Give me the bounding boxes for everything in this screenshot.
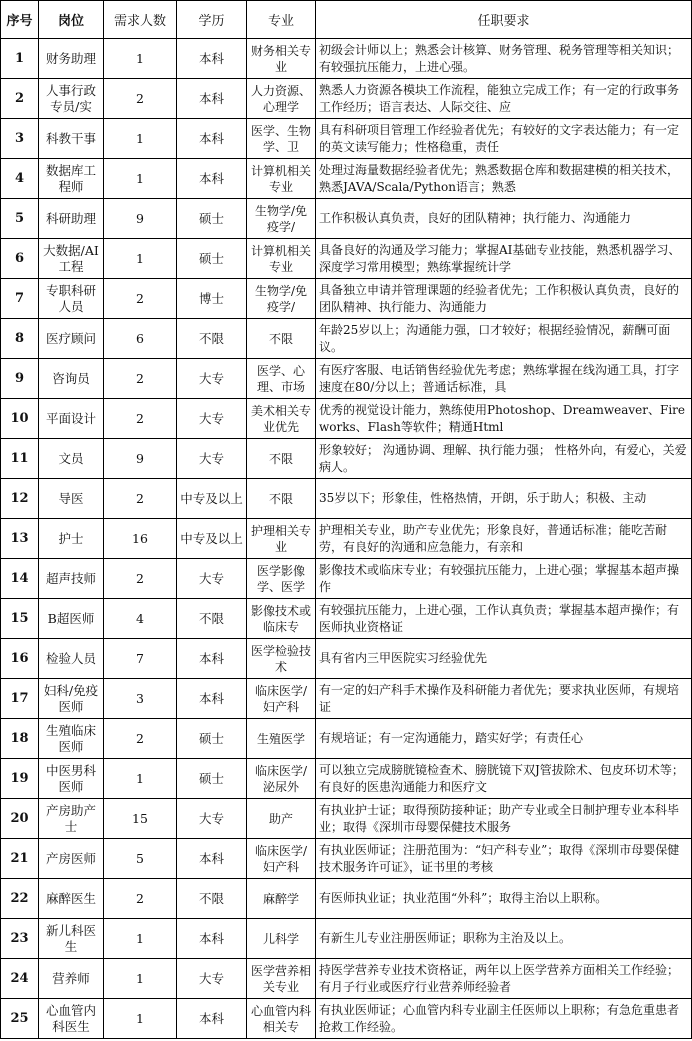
header-education: 学历 [177,1,247,39]
requirements-cell [316,839,692,879]
major-cell-text: 生殖医学 [256,731,305,746]
major-cell [247,559,316,599]
table-row [1,999,692,1039]
requirements-cell [316,959,692,999]
education-cell [177,879,247,919]
row-index: 4 [1,159,39,199]
count-cell: 1 [104,159,177,199]
education-cell [177,759,247,799]
count-cell: 2 [104,559,177,599]
position-cell [39,479,104,519]
position-cell [39,719,104,759]
position-cell-text: 文员 [58,450,84,466]
table-row [1,399,692,439]
table-row [1,679,692,719]
position-cell [39,239,104,279]
major-cell [247,839,316,879]
requirements-cell [316,679,692,719]
position-cell-text: 人事行政专员/实 [45,82,96,114]
major-cell-text: 不限 [268,451,293,466]
education-cell [177,279,247,319]
position-cell-text: 专职科研人员 [45,282,96,314]
major-cell [247,919,316,959]
row-index: 6 [1,239,39,279]
education-cell-text: 中专及以上 [180,530,243,546]
major-cell-text: 医学影像学、医学 [256,563,305,594]
header-major: 专业 [247,1,316,39]
requirements-cell [316,119,692,159]
requirements-cell [316,79,692,119]
requirements-cell [316,799,692,839]
position-cell-text: 平面设计 [45,410,96,426]
table-row [1,959,692,999]
position-cell [39,799,104,839]
position-cell [39,199,104,239]
position-cell-text: 妇科/免疫医师 [43,682,99,714]
header-position: 岗位 [39,1,104,39]
table-row [1,279,692,319]
major-cell [247,759,316,799]
count-cell: 1 [104,999,177,1039]
position-cell-text: 新儿科医生 [45,922,96,954]
position-cell [39,599,104,639]
count-cell: 2 [104,879,177,919]
education-cell [177,119,247,159]
position-cell [39,999,104,1039]
table-row [1,759,692,799]
education-cell [177,799,247,839]
education-cell [177,999,247,1039]
major-cell [247,959,316,999]
position-cell [39,439,104,479]
table-row [1,439,692,479]
requirements-cell-text: 可以独立完成膀胱镜检查术、膀胱镜下双J管拔除术、包皮环切术等；有良好的医患沟通能力和医疗文 [319,762,684,794]
position-cell [39,399,104,439]
position-cell-text: 科教干事 [45,130,96,146]
position-cell-text: 导医 [58,490,84,506]
major-cell [247,359,316,399]
education-cell-text: 本科 [198,930,224,946]
major-cell [247,319,316,359]
count-cell: 2 [104,719,177,759]
major-cell-text: 财务相关专业 [250,43,311,74]
position-cell [39,959,104,999]
position-cell [39,319,104,359]
count-cell: 1 [104,919,177,959]
requirements-cell-text: 有执业护士证；取得预防接种证；助产专业或全日制护理专业本科毕业；取得《深圳市母婴保健技术服务 [319,802,680,834]
table-row [1,839,692,879]
major-cell-text: 护理相关专业 [250,523,311,554]
count-cell: 3 [104,679,177,719]
row-index: 23 [1,919,39,959]
education-cell [177,679,247,719]
row-index: 25 [1,999,39,1039]
major-cell [247,599,316,639]
position-cell [39,839,104,879]
position-cell-text: 生殖临床医师 [45,722,96,754]
requirements-cell [316,439,692,479]
requirements-cell-text: 具备良好的沟通及学习能力；掌握AI基础专业技能，熟悉机器学习、深度学习常用模型；熟练掌握统计学 [319,242,681,274]
requirements-cell-text: 熟悉人力资源各模块工作流程，能独立完成工作；有一定的行政事务工作经历；语言表达、人际交往、应 [319,82,680,114]
requirements-cell [316,479,692,519]
education-cell-text: 大专 [198,370,224,386]
education-cell-text: 不限 [198,610,224,626]
header-row [1,1,692,39]
major-cell-text: 医学检验技术 [250,643,311,674]
position-cell [39,119,104,159]
requirements-cell [316,199,692,239]
requirements-cell-text: 优秀的视觉设计能力，熟练使用Photoshop、Dreamweaver、Fireworks、Flash等软件；精通Html [319,402,686,434]
header-count: 需求人数 [104,1,177,39]
count-cell: 2 [104,359,177,399]
requirements-cell-text: 有一定的妇产科手术操作及科研能力者优先；要求执业医师，有规培证 [319,682,680,714]
education-cell-text: 大专 [198,810,224,826]
row-index: 7 [1,279,39,319]
row-index: 18 [1,719,39,759]
major-cell [247,999,316,1039]
row-index: 15 [1,599,39,639]
count-cell: 9 [104,199,177,239]
position-cell-text: 科研助理 [45,210,96,226]
major-cell-text: 临床医学/妇产科 [254,683,308,714]
count-cell: 2 [104,399,177,439]
education-cell-text: 大专 [198,450,224,466]
requirements-cell [316,559,692,599]
position-cell [39,39,104,79]
position-cell [39,359,104,399]
major-cell-text: 影像技术或临床专 [250,603,311,634]
table-row [1,359,692,399]
count-cell: 1 [104,959,177,999]
row-index: 21 [1,839,39,879]
position-cell [39,879,104,919]
row-index: 24 [1,959,39,999]
requirements-cell-text: 有医疗客服、电话销售经验优先考虑；熟练掌握在线沟通工具，打字速度在80/分以上；普通话标准，具 [319,362,680,394]
education-cell [177,319,247,359]
count-cell: 1 [104,759,177,799]
position-cell-text: 心血管内科医生 [45,1002,96,1034]
education-cell-text: 硕士 [198,210,224,226]
requirements-cell-text: 护理相关专业，助产专业优先；形象良好，普通话标准；能吃苦耐劳，有良好的沟通和应急能力，有亲和 [319,522,668,554]
requirements-cell [316,719,692,759]
position-cell [39,519,104,559]
major-cell [247,519,316,559]
position-cell [39,639,104,679]
table-row [1,159,692,199]
major-cell [247,119,316,159]
education-cell-text: 博士 [198,290,224,306]
requirements-cell-text: 形象较好； 沟通协调、理解、执行能力强； 性格外向，有爱心，关爱病人。 [319,442,687,474]
requirements-cell-text: 初级会计师以上；熟悉会计核算、财务管理、税务管理等相关知识；有较强抗压能力，上进心强。 [319,42,680,74]
position-cell [39,919,104,959]
table-row [1,519,692,559]
education-cell [177,159,247,199]
education-cell-text: 大专 [198,970,224,986]
requirements-cell-text: 35岁以下；形象佳，性格热情，开朗，乐于助人；积极、主动 [319,491,647,505]
position-cell [39,759,104,799]
major-cell-text: 不限 [268,331,293,346]
position-cell-text: 中医男科医师 [45,762,96,794]
education-cell [177,519,247,559]
requirements-cell [316,599,692,639]
education-cell-text: 硕士 [198,770,224,786]
row-index: 11 [1,439,39,479]
major-cell [247,199,316,239]
requirements-cell-text: 有新生儿专业注册医师证；职称为主治及以上。 [319,931,572,945]
position-cell-text: 产房助产士 [45,802,96,834]
requirements-cell [316,279,692,319]
requirements-cell [316,919,692,959]
table-row [1,79,692,119]
count-cell: 15 [104,799,177,839]
count-cell: 9 [104,439,177,479]
education-cell-text: 本科 [198,1010,224,1026]
education-cell-text: 大专 [198,570,224,586]
position-cell-text: 营养师 [52,970,90,986]
major-cell-text: 人力资源、心理学 [250,83,311,114]
education-cell [177,479,247,519]
education-cell-text: 中专及以上 [180,490,243,506]
education-cell-text: 大专 [198,410,224,426]
education-cell [177,559,247,599]
row-index: 10 [1,399,39,439]
position-cell-text: 咨询员 [52,370,90,386]
major-cell [247,679,316,719]
requirements-cell [316,639,692,679]
major-cell-text: 助产 [268,811,293,826]
requirements-cell-text: 有较强抗压能力，上进心强，工作认真负责；掌握基本超声操作；有医师执业资格证 [319,602,680,634]
major-cell-text: 生物学/免疫学/ [254,283,308,314]
row-index: 17 [1,679,39,719]
major-cell [247,719,316,759]
education-cell [177,639,247,679]
requirements-cell-text: 年龄25岁以上；沟通能力强，口才较好；根据经验情况，薪酬可面议。 [319,322,671,354]
table-row [1,199,692,239]
requirements-cell [316,519,692,559]
major-cell [247,879,316,919]
education-cell-text: 本科 [198,850,224,866]
table-row [1,119,692,159]
position-cell-text: 财务助理 [45,50,96,66]
position-cell-text: 护士 [58,530,84,546]
position-cell [39,559,104,599]
requirements-cell [316,39,692,79]
table-row [1,39,692,79]
education-cell-text: 不限 [198,890,224,906]
requirements-cell [316,879,692,919]
education-cell [177,439,247,479]
count-cell: 6 [104,319,177,359]
position-cell-text: 超声技师 [45,570,96,586]
major-cell-text: 临床医学/妇产科 [254,843,308,874]
position-cell-text: 数据库工程师 [45,162,96,194]
row-index: 5 [1,199,39,239]
education-cell [177,599,247,639]
row-index: 12 [1,479,39,519]
education-cell [177,39,247,79]
position-cell-text: B超医师 [47,610,95,626]
education-cell [177,839,247,879]
requirements-cell-text: 持医学营养专业技术资格证，两年以上医学营养方面相关工作经验；有月子行业或医疗行业营养师经验者 [319,962,680,994]
requirements-cell-text: 工作积极认真负责，良好的团队精神；执行能力、沟通能力 [319,211,632,225]
major-cell-text: 心血管内科相关专 [250,1003,311,1034]
education-cell [177,79,247,119]
major-cell-text: 计算机相关专业 [250,163,311,194]
count-cell: 2 [104,279,177,319]
requirements-cell [316,759,692,799]
row-index: 9 [1,359,39,399]
requirements-cell-text: 具有省内三甲医院实习经验优先 [319,651,488,665]
row-index: 19 [1,759,39,799]
count-cell: 1 [104,119,177,159]
education-cell-text: 本科 [198,650,224,666]
major-cell-text: 生物学/免疫学/ [254,203,308,234]
table-row [1,479,692,519]
table-row [1,559,692,599]
education-cell-text: 硕士 [198,730,224,746]
count-cell: 5 [104,839,177,879]
position-cell-text: 大数据/AI工程 [43,242,99,274]
position-cell-text: 产房医师 [45,850,96,866]
header-index: 序号 [1,1,39,39]
table-row [1,799,692,839]
count-cell: 2 [104,479,177,519]
requirements-cell [316,239,692,279]
table-row [1,599,692,639]
table-row [1,879,692,919]
row-index: 3 [1,119,39,159]
row-index: 2 [1,79,39,119]
row-index: 1 [1,39,39,79]
position-cell [39,159,104,199]
education-cell-text: 本科 [198,690,224,706]
major-cell [247,39,316,79]
education-cell-text: 硕士 [198,250,224,266]
major-cell-text: 计算机相关专业 [250,243,311,274]
major-cell-text: 医学、心理、市场 [256,363,305,394]
education-cell-text: 本科 [198,170,224,186]
education-cell [177,399,247,439]
major-cell [247,159,316,199]
requirements-cell [316,399,692,439]
count-cell: 16 [104,519,177,559]
education-cell-text: 本科 [198,50,224,66]
education-cell-text: 本科 [198,130,224,146]
major-cell-text: 不限 [268,491,293,506]
position-cell-text: 检验人员 [45,650,96,666]
major-cell [247,279,316,319]
row-index: 20 [1,799,39,839]
requirements-cell-text: 有执业医师证；心血管内科专业副主任医师以上职称；有急危重患者抢救工作经验。 [319,1002,680,1034]
table-row [1,319,692,359]
major-cell-text: 医学、生物学、卫 [250,123,311,154]
count-cell: 2 [104,79,177,119]
requirements-cell-text: 具有科研项目管理工作经验者优先；有较好的文字表达能力；有一定的英文读写能力；性格稳重，责任 [319,122,680,154]
major-cell-text: 美术相关专业优先 [250,403,311,434]
requirements-cell [316,999,692,1039]
education-cell [177,199,247,239]
count-cell: 1 [104,239,177,279]
major-cell [247,799,316,839]
major-cell [247,79,316,119]
major-cell-text: 麻醉学 [262,891,299,906]
requirements-cell-text: 有规培证；有一定沟通能力，踏实好学；有责任心 [319,731,584,745]
row-index: 22 [1,879,39,919]
position-cell-text: 麻醉医生 [45,890,96,906]
requirements-cell [316,359,692,399]
requirements-cell-text: 处理过海量数据经验者优先；熟悉数据仓库和数据建模的相关技术，熟悉JAVA/Scala/Python语言；熟悉 [319,162,680,194]
requirements-cell-text: 具备独立申请并管理课题的经验者优先；工作积极认真负责，良好的团队精神、执行能力、沟通能力 [319,282,680,314]
major-cell [247,639,316,679]
education-cell [177,959,247,999]
header-requirements: 任职要求 [316,1,692,39]
count-cell: 4 [104,599,177,639]
major-cell [247,439,316,479]
requirements-cell-text: 影像技术或临床专业；有较强抗压能力，上进心强；掌握基本超声操作 [319,562,680,594]
row-index: 16 [1,639,39,679]
count-cell: 1 [104,39,177,79]
education-cell [177,719,247,759]
position-cell [39,79,104,119]
major-cell [247,479,316,519]
table-row [1,239,692,279]
education-cell [177,239,247,279]
requirements-cell-text: 有执业医师证；注册范围为：“妇产科专业”；取得《深圳市母婴保健技术服务许可证》，证书里的考核 [319,842,680,874]
requirements-cell-text: 有医师执业证；执业范围“外科”；取得主治以上职称。 [319,891,608,905]
table-row [1,639,692,679]
table-row [1,919,692,959]
major-cell-text: 医学营养相关专业 [250,963,311,994]
education-cell-text: 不限 [198,330,224,346]
count-cell: 7 [104,639,177,679]
row-index: 14 [1,559,39,599]
education-cell [177,359,247,399]
major-cell-text: 儿科学 [262,931,299,946]
row-index: 8 [1,319,39,359]
education-cell-text: 本科 [198,90,224,106]
row-index: 13 [1,519,39,559]
position-cell [39,679,104,719]
major-cell [247,399,316,439]
position-cell [39,279,104,319]
position-cell-text: 医疗顾问 [45,330,96,346]
education-cell [177,919,247,959]
requirements-cell [316,159,692,199]
major-cell [247,239,316,279]
requirements-cell [316,319,692,359]
table-row [1,719,692,759]
major-cell-text: 临床医学/泌尿外 [254,763,308,794]
